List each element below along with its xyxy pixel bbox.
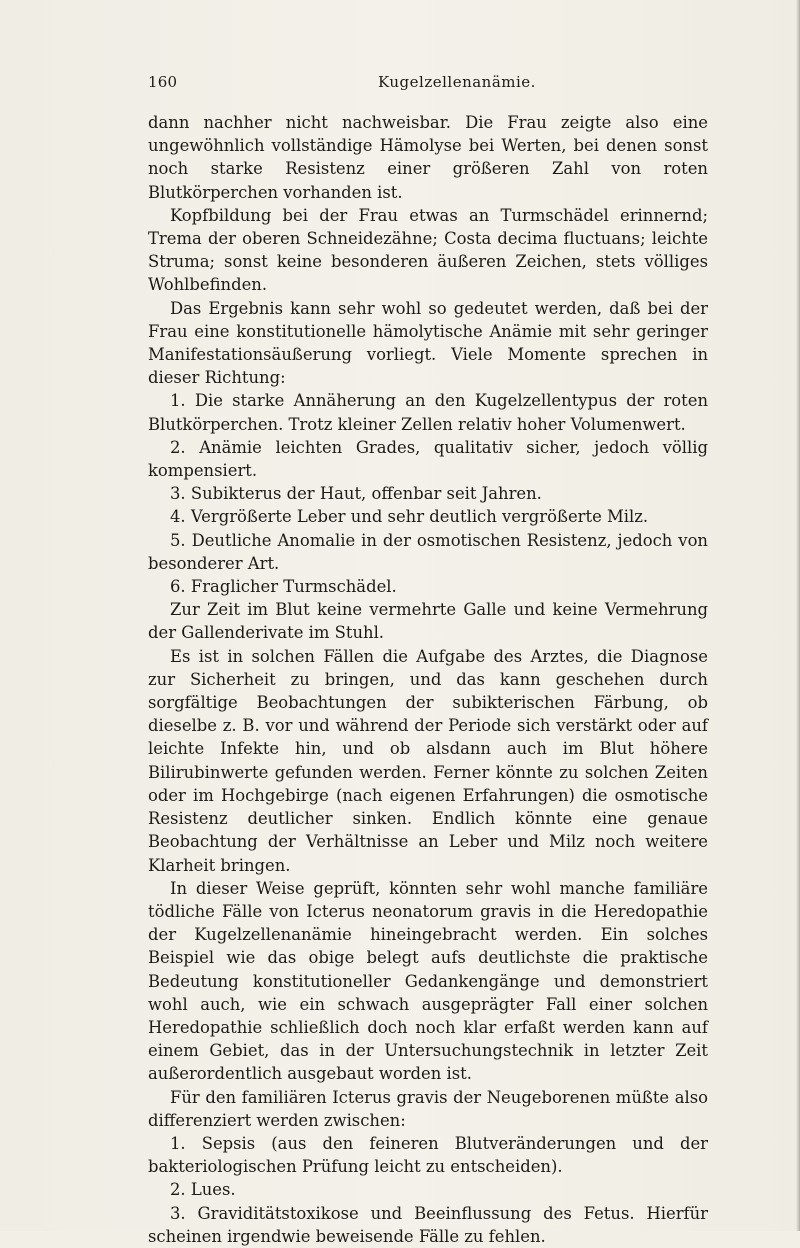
list-item: 3. Subikterus der Haut, offenbar seit Jahren.	[170, 484, 542, 504]
list-item: 4. Vergrößerte Leber und sehr deutlich vergrößerte Milz.	[170, 507, 649, 527]
paragraph: Kopfbildung bei der Frau etwas an Turmschädel erinnernd; Trema der oberen Schneidezähne; Costa decima fluctuans; leichte Struma; sonst keine besonderen äußeren Zeichen, stets völliges Wohlbefinden.	[148, 205, 708, 295]
list-item: 2. Lues.	[170, 1180, 236, 1200]
list-item: 3. Graviditätstoxikose und Beeinflussung des Fetus. Hierfür scheinen irgendwie beweisende Fälle zu fehlen.	[148, 1203, 708, 1246]
paragraph: In dieser Weise geprüft, könnten sehr wohl manche familiäre tödliche Fälle von Icterus neonatorum gravis in die Heredopathie der Kugelzellenanämie hineingebracht werden. Ein solches Beispiel wie das obige belegt aufs deutlichste die praktische Bedeutung konstitutioneller Gedankengänge und demonstriert wohl auch, wie ein schwach ausgeprägter Fall einer solchen Heredopathie schließlich doch noch klar erfaßt werden kann auf einem Gebiet, das in der Untersuchungstechnik in letzter Zeit außerordentlich ausgebaut worden ist.	[148, 878, 708, 1084]
page-number: 160	[148, 73, 178, 91]
page-header	[148, 73, 704, 95]
paragraph: Es ist in solchen Fällen die Aufgabe des Arztes, die Diagnose zur Sicherheit zu bringen, und das kann geschehen durch sorgfältige Beobachtungen der subikterischen Färbung, ob dieselbe z. B. vor und während der Periode sich verstärkt oder auf leichte Infekte hin, und ob alsdann auch im Blut höhere Bilirubinwerte gefunden werden. Ferner könnte zu solchen Zeiten oder im Hochgebirge (nach eigenen Erfahrungen) die osmotische Resistenz deutlicher sinken. Endlich könnte eine genaue Beobachtung der Verhältnisse an Leber und Milz noch weitere Klarheit bringen.	[148, 646, 708, 875]
list-item: 6. Fraglicher Turmschädel.	[170, 577, 397, 597]
list-item: 5. Deutliche Anomalie in der osmotischen Resistenz, jedoch von besonderer Art.	[148, 530, 708, 573]
body-text	[148, 111, 708, 1248]
list-item: 1. Die starke Annäherung an den Kugelzellentypus der roten Blutkörperchen. Trotz kleiner Zellen relativ hoher Volumenwert.	[148, 391, 708, 434]
paragraph: Für den familiären Icterus gravis der Neugeborenen müßte also differenziert werden zwischen:	[148, 1087, 708, 1130]
paragraph: Zur Zeit im Blut keine vermehrte Galle und keine Vermehrung der Gallenderivate im Stuhl.	[148, 600, 708, 643]
page-edge-shadow	[796, 0, 800, 1231]
paragraph: dann nachher nicht nachweisbar. Die Frau zeigte also eine ungewöhnlich vollständige Hämolyse bei Werten, bei denen sonst noch starke Resistenz einer größeren Zahl von roten Blutkörperchen vorhanden ist.	[148, 113, 708, 202]
list-item: 2. Anämie leichten Grades, qualitativ sicher, jedoch völlig kompensiert.	[148, 437, 708, 481]
paragraph: Das Ergebnis kann sehr wohl so gedeutet werden, daß bei der Frau eine konstitutionelle hämolytische Anämie mit sehr geringer Manifestationsäußerung vorliegt. Viele Momente sprechen in dieser Richtung:	[148, 298, 708, 388]
running-title: Kugelzellenanämie.	[378, 73, 536, 91]
list-item: 1. Sepsis (aus den feineren Blutveränderungen und der bakteriologischen Prüfung leicht zu entscheiden).	[148, 1133, 708, 1177]
